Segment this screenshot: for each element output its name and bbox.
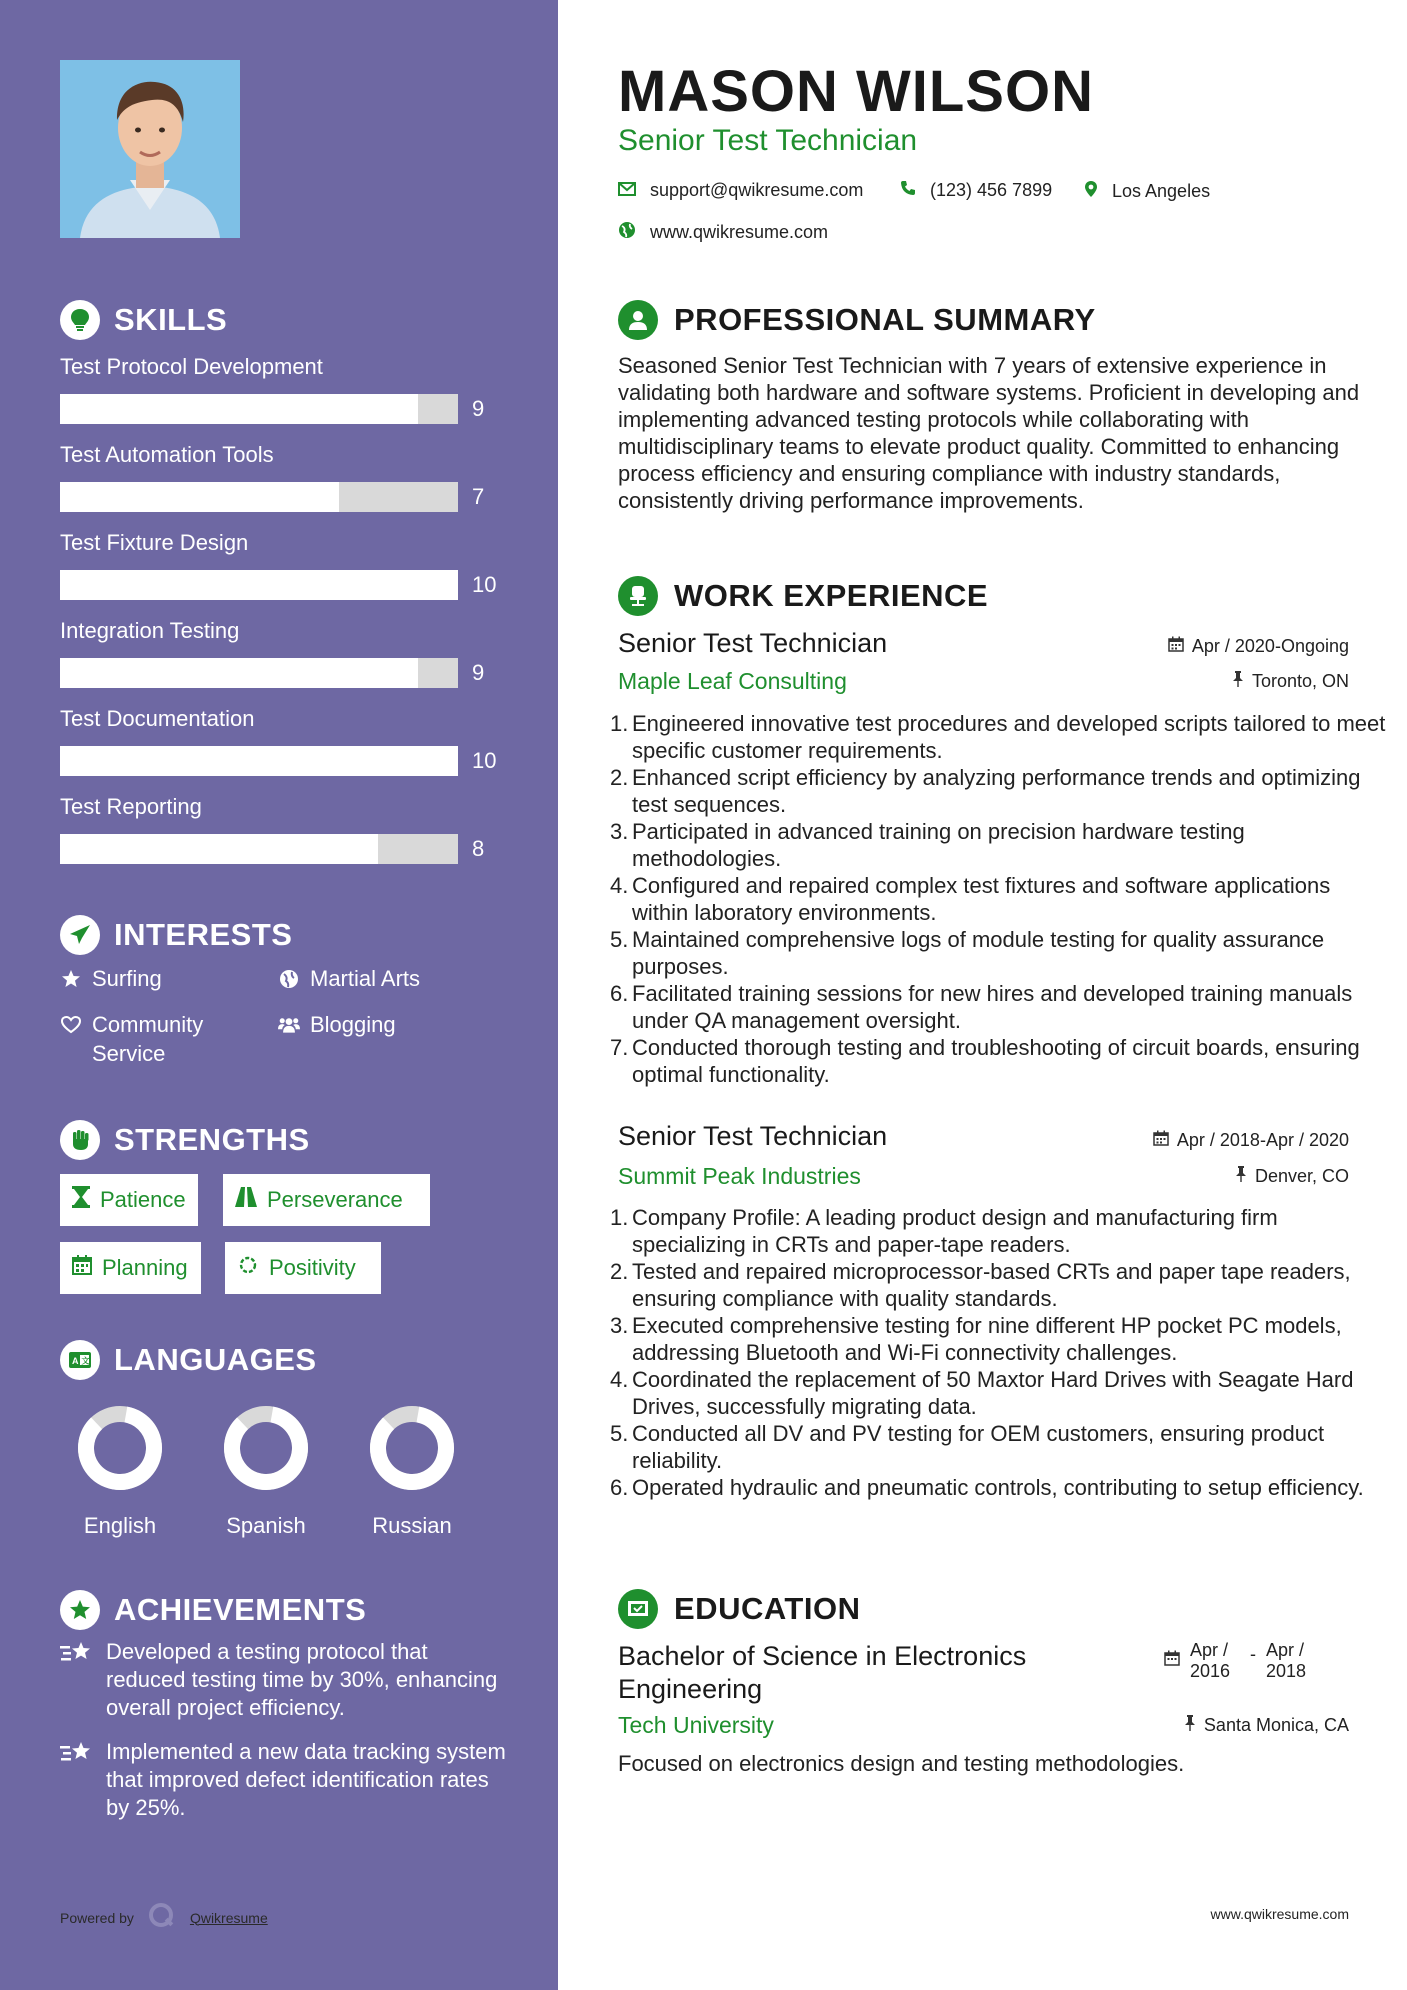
map-marker-icon xyxy=(1084,180,1098,203)
skill-bar-fill xyxy=(60,658,418,688)
candidate-title: Senior Test Technician xyxy=(618,124,918,157)
job-location: Toronto, ON xyxy=(1232,671,1349,692)
svg-text:文: 文 xyxy=(81,1356,90,1366)
website-link[interactable]: www.qwikresume.com xyxy=(650,222,829,242)
duty-item: 4. Configured and repaired complex test fixtures and software applications within laboratory environments. xyxy=(610,873,1331,925)
strength-badge: Planning xyxy=(60,1242,201,1294)
phone-link[interactable]: (123) 456 7899 xyxy=(930,180,1053,200)
school-location: Santa Monica, CA xyxy=(1184,1715,1349,1736)
pin-icon xyxy=(1235,1166,1247,1187)
experience-heading: WORK EXPERIENCE xyxy=(618,576,988,616)
skill-item xyxy=(60,528,500,600)
skill-level: 7 xyxy=(472,484,485,509)
strength-badge: Patience xyxy=(60,1174,198,1226)
hourglass-icon xyxy=(72,1186,90,1214)
job-company: Maple Leaf Consulting xyxy=(618,668,847,694)
job-location: Denver, CO xyxy=(1235,1166,1349,1187)
language-ring xyxy=(352,1402,472,1494)
shooting-star-icon xyxy=(60,1738,94,1822)
achievement-item: Developed a testing protocol that reduced testing time by 30%, enhancing overall project efficiency. xyxy=(60,1638,510,1722)
skill-level: 10 xyxy=(472,572,497,597)
pin-icon xyxy=(1184,1715,1196,1736)
contact-location: Los Angeles xyxy=(1084,180,1210,203)
skill-name: Test Reporting xyxy=(60,794,202,819)
candidate-name: MASON WILSON xyxy=(618,59,1094,124)
translate-icon xyxy=(60,1340,100,1380)
globe-icon xyxy=(618,221,636,244)
globe-icon xyxy=(278,964,300,993)
skill-level: 9 xyxy=(472,660,485,685)
language-item xyxy=(352,1402,472,1539)
duty-item: 1. Company Profile: A leading product design and manufacturing firm specializing in CRTs and paper-tape readers. xyxy=(610,1205,1278,1257)
skill-bar xyxy=(60,394,500,424)
language-name: Spanish xyxy=(226,1513,306,1538)
calendar-icon xyxy=(1153,1130,1169,1151)
interest-item: Community Service xyxy=(60,1010,240,1068)
skill-item xyxy=(60,704,500,776)
job-title: Senior Test Technician xyxy=(618,628,888,658)
interest-item: Blogging xyxy=(278,1010,396,1039)
fist-icon xyxy=(60,1120,100,1160)
graduation-icon xyxy=(618,1589,658,1629)
footer-url[interactable]: www.qwikresume.com xyxy=(1210,1906,1349,1922)
profile-photo xyxy=(60,60,240,238)
main-content xyxy=(558,0,1407,1990)
email-link[interactable]: support@qwikresume.com xyxy=(650,180,864,200)
language-item xyxy=(60,1402,180,1539)
strength-badge: Positivity xyxy=(225,1242,381,1294)
star-icon xyxy=(60,964,82,993)
users-icon xyxy=(278,1010,300,1039)
skill-item xyxy=(60,440,500,512)
duty-item: 3. Participated in advanced training on precision hardware testing methodologies. xyxy=(610,819,1245,871)
education-dates: Apr / 2016 - Apr / 2018 xyxy=(1164,1640,1316,1682)
skill-level: 10 xyxy=(472,748,497,773)
road-icon xyxy=(235,1187,257,1213)
skill-bar xyxy=(60,482,500,512)
skill-bar xyxy=(60,746,500,776)
education-heading: EDUCATION xyxy=(618,1589,860,1629)
skill-bar-fill xyxy=(60,834,378,864)
qwikresume-link[interactable]: Qwikresume xyxy=(189,1909,268,1926)
summary-heading: PROFESSIONAL SUMMARY xyxy=(618,300,1096,340)
paper-plane-icon xyxy=(60,915,100,955)
language-ring xyxy=(206,1402,326,1494)
duty-item: 5. Conducted all DV and PV testing for OEM customers, ensuring product reliability. xyxy=(610,1421,1325,1473)
degree-title: Bachelor of Science in Electronics Engineering xyxy=(618,1641,1027,1704)
job-company: Summit Peak Industries xyxy=(618,1163,861,1189)
duty-item: 5. Maintained comprehensive logs of module testing for quality assurance purposes. xyxy=(610,927,1325,979)
svg-text:A: A xyxy=(72,1356,79,1366)
achievement-item: Implemented a new data tracking system that improved defect identification rates by 25%. xyxy=(60,1738,510,1822)
contact-phone xyxy=(900,180,1052,201)
qwikresume-logo-icon xyxy=(148,1902,176,1933)
job-dates: Apr / 2020-Ongoing xyxy=(1168,636,1349,657)
skill-name: Test Protocol Development xyxy=(60,354,323,379)
language-name: English xyxy=(83,1513,157,1538)
education-description: Focused on electronics design and testing methodologies. xyxy=(618,1751,1185,1776)
powered-by: Powered by Qwikresume xyxy=(60,1902,268,1933)
phone-icon xyxy=(900,180,916,201)
skill-bar-fill xyxy=(60,482,339,512)
languages-heading: A 文 LANGUAGES xyxy=(60,1340,317,1380)
calendar-icon xyxy=(1164,1640,1180,1682)
contact-email xyxy=(618,180,863,201)
calendar-icon xyxy=(72,1255,92,1281)
contact-website xyxy=(618,221,828,244)
skill-bar-fill xyxy=(60,394,418,424)
calendar-icon xyxy=(1168,636,1184,657)
job-duties-list xyxy=(610,1204,1388,1501)
skill-bar xyxy=(60,834,500,864)
interests-heading: INTERESTS xyxy=(60,915,292,955)
job-dates: Apr / 2018-Apr / 2020 xyxy=(1153,1130,1349,1151)
job-title: Senior Test Technician xyxy=(618,1121,888,1151)
sun-icon xyxy=(237,1254,259,1282)
skill-bar xyxy=(60,570,500,600)
lightbulb-icon xyxy=(60,300,100,340)
user-icon xyxy=(618,300,658,340)
strength-badge: Perseverance xyxy=(223,1174,430,1226)
pin-icon xyxy=(1232,671,1244,692)
envelope-icon xyxy=(618,180,636,201)
skill-item xyxy=(60,616,500,688)
skill-level: 8 xyxy=(472,836,485,861)
skill-item xyxy=(60,352,500,424)
duty-item: 2. Tested and repaired microprocessor-based CRTs and paper tape readers, ensuring compliance with quality standards. xyxy=(610,1259,1351,1311)
achievements-heading: ACHIEVEMENTS xyxy=(60,1590,366,1630)
interest-item: Surfing xyxy=(60,964,162,993)
skill-name: Integration Testing xyxy=(60,618,240,643)
language-ring xyxy=(60,1402,180,1494)
skills-heading: SKILLS xyxy=(60,300,227,340)
duty-item: 7. Conducted thorough testing and troubleshooting of circuit boards, ensuring optimal functionality. xyxy=(610,1035,1360,1087)
award-star-icon xyxy=(60,1590,100,1630)
language-name: Russian xyxy=(372,1513,452,1538)
duty-item: 4. Coordinated the replacement of 50 Maxtor Hard Drives with Seagate Hard Drives, successfully migrating data. xyxy=(610,1367,1354,1419)
skill-name: Test Fixture Design xyxy=(60,530,249,555)
shooting-star-icon xyxy=(60,1638,94,1722)
school-name: Tech University xyxy=(618,1712,774,1738)
skill-level: 9 xyxy=(472,396,485,421)
sidebar xyxy=(0,0,558,1990)
duty-item: 2. Enhanced script efficiency by analyzing performance trends and optimizing test sequences. xyxy=(610,765,1361,817)
interest-item: Martial Arts xyxy=(278,964,420,993)
job-duties-list xyxy=(610,710,1388,1088)
skill-bar xyxy=(60,658,500,688)
duty-item: 6. Facilitated training sessions for new hires and developed training manuals under QA management oversight. xyxy=(610,981,1353,1033)
briefcase-chair-icon xyxy=(618,576,658,616)
summary-text: Seasoned Senior Test Technician with 7 years of extensive experience in validating both hardware and software systems. Proficient in developing and implementing advanced testing protocols while collaborating with multidisciplinary teams to elevate product quality. Committed to enhancing process efficiency and ensuring compliance with industry standards, consistently driving performance improvements. xyxy=(618,353,1360,513)
skill-item xyxy=(60,792,500,864)
heart-icon xyxy=(60,1010,82,1039)
duty-item: 6. Operated hydraulic and pneumatic controls, contributing to setup efficiency. xyxy=(610,1475,1364,1500)
skill-bar-fill xyxy=(60,570,458,600)
skill-bar-fill xyxy=(60,746,458,776)
duty-item: 3. Executed comprehensive testing for nine different HP pocket PC models, addressing Bluetooth and Wi-Fi connectivity challenges. xyxy=(610,1313,1342,1365)
duty-item: 1. Engineered innovative test procedures and developed scripts tailored to meet specific customer requirements. xyxy=(610,711,1386,763)
skill-name: Test Documentation xyxy=(60,706,255,731)
skill-name: Test Automation Tools xyxy=(60,442,274,467)
language-item xyxy=(206,1402,326,1539)
strengths-heading: STRENGTHS xyxy=(60,1120,310,1160)
